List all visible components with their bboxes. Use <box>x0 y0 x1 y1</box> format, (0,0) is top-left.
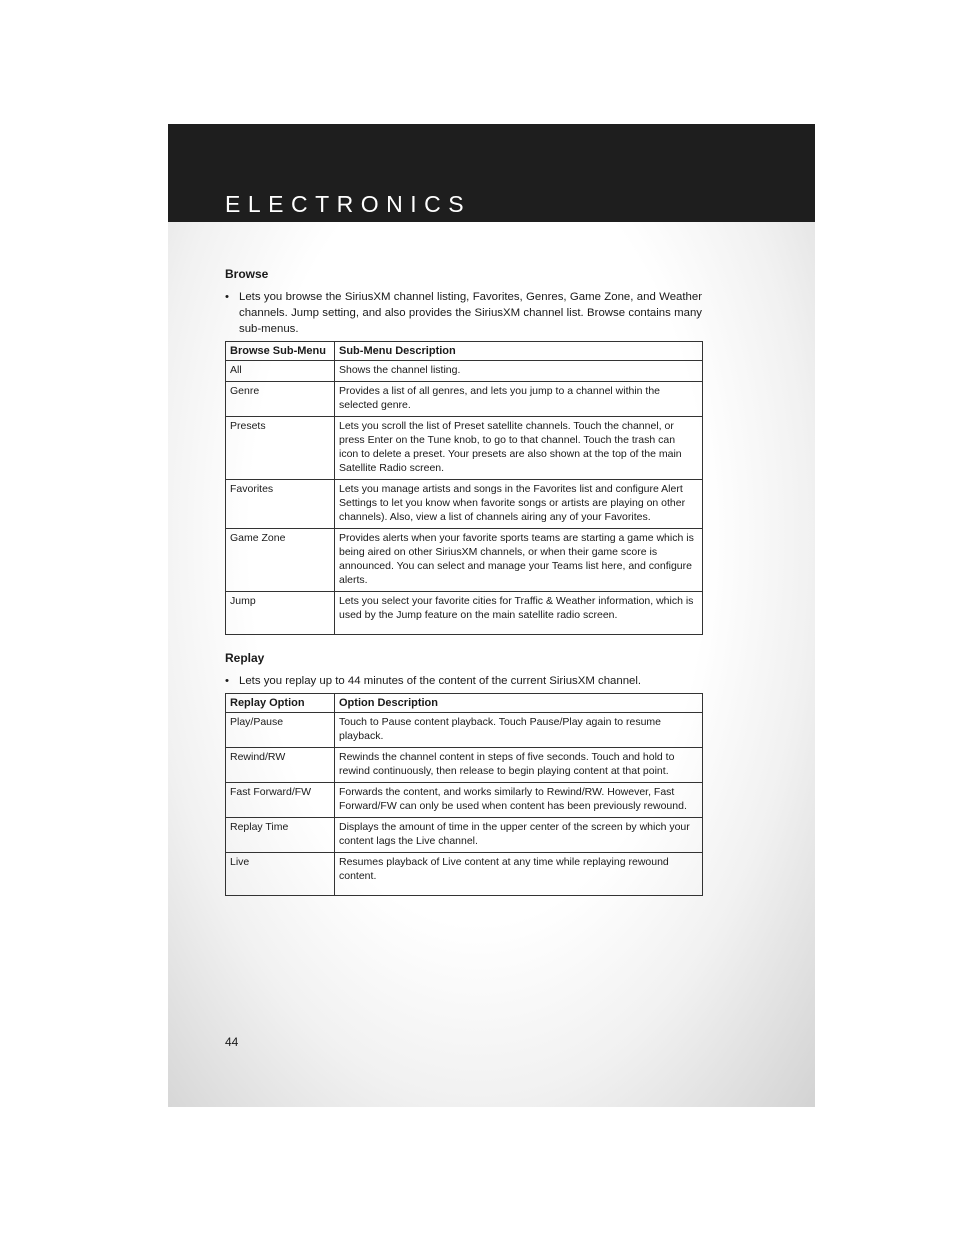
browse-submenu-cell: Favorites <box>226 480 335 529</box>
table-row <box>226 748 703 783</box>
replay-option-cell: Fast Forward/FW <box>226 783 335 818</box>
browse-submenu-cell: All <box>226 361 335 382</box>
manual-page <box>168 124 815 1107</box>
table-row <box>226 480 703 529</box>
table-row <box>226 417 703 480</box>
browse-submenu-cell: Jump <box>226 592 335 635</box>
browse-heading: Browse <box>225 267 269 281</box>
table-row <box>226 853 703 896</box>
column-header: Sub-Menu Description <box>335 342 703 361</box>
replay-bullet <box>225 673 702 689</box>
browse-bullet-text: Lets you browse the SiriusXM channel listing, Favorites, Genres, Game Zone, and Weather channels. Jump setting, and also provides the SiriusXM channel list. Browse contains many sub-menus. <box>239 291 702 335</box>
column-header: Option Description <box>335 694 703 713</box>
table-row <box>226 818 703 853</box>
browse-description-cell: Provides alerts when your favorite sports teams are starting a game which is being aired on other SiriusXM channels, or when their game score is announced. You can select and manage your Teams list here, and configure alerts. <box>335 529 703 592</box>
browse-description-cell: Lets you scroll the list of Preset satellite channels. Touch the channel, or press Enter on the Tune knob, to go to that channel. Touch the trash can icon to delete a preset. Your presets are also shown at the top of the main Satellite Radio screen. <box>335 417 703 480</box>
column-header: Replay Option <box>226 694 335 713</box>
browse-description-cell: Lets you select your favorite cities for Traffic & Weather information, which is used by the Jump feature on the main satellite radio screen. <box>335 592 703 635</box>
table-row <box>226 592 703 635</box>
browse-table <box>225 341 703 635</box>
column-header: Browse Sub-Menu <box>226 342 335 361</box>
replay-heading: Replay <box>225 651 265 665</box>
table-header-row <box>226 342 703 361</box>
browse-bullet <box>225 289 702 337</box>
replay-option-cell: Live <box>226 853 335 896</box>
replay-option-cell: Replay Time <box>226 818 335 853</box>
replay-description-cell: Resumes playback of Live content at any time while replaying rewound content. <box>335 853 703 896</box>
replay-option-cell: Play/Pause <box>226 713 335 748</box>
browse-description-cell: Lets you manage artists and songs in the Favorites list and configure Alert Settings to let you know when favorite songs or artists are playing on other channels). Also, view a list of channels airing any of your Favorites. <box>335 480 703 529</box>
header-band <box>168 124 815 222</box>
replay-bullet-text: Lets you replay up to 44 minutes of the content of the current SiriusXM channel. <box>239 675 642 687</box>
bullet-icon: • <box>225 291 229 303</box>
page-number: 44 <box>225 1035 239 1049</box>
section-title: ELECTRONICS <box>225 191 472 217</box>
table-row <box>226 382 703 417</box>
bullet-icon: • <box>225 675 229 687</box>
replay-description-cell: Rewinds the channel content in steps of five seconds. Touch and hold to rewind continuously, then release to begin playing content at that point. <box>335 748 703 783</box>
page-content <box>225 266 702 896</box>
table-row <box>226 713 703 748</box>
table-row <box>226 783 703 818</box>
replay-description-cell: Touch to Pause content playback. Touch Pause/Play again to resume playback. <box>335 713 703 748</box>
replay-description-cell: Displays the amount of time in the upper center of the screen by which your content lags the Live channel. <box>335 818 703 853</box>
table-row <box>226 529 703 592</box>
table-header-row <box>226 694 703 713</box>
browse-submenu-cell: Game Zone <box>226 529 335 592</box>
browse-submenu-cell: Presets <box>226 417 335 480</box>
browse-description-cell: Provides a list of all genres, and lets you jump to a channel within the selected genre. <box>335 382 703 417</box>
replay-option-cell: Rewind/RW <box>226 748 335 783</box>
replay-description-cell: Forwards the content, and works similarly to Rewind/RW. However, Fast Forward/FW can only be used when content has been previously rewound. <box>335 783 703 818</box>
browse-description-cell: Shows the channel listing. <box>335 361 703 382</box>
table-row <box>226 361 703 382</box>
browse-submenu-cell: Genre <box>226 382 335 417</box>
replay-table <box>225 693 703 896</box>
